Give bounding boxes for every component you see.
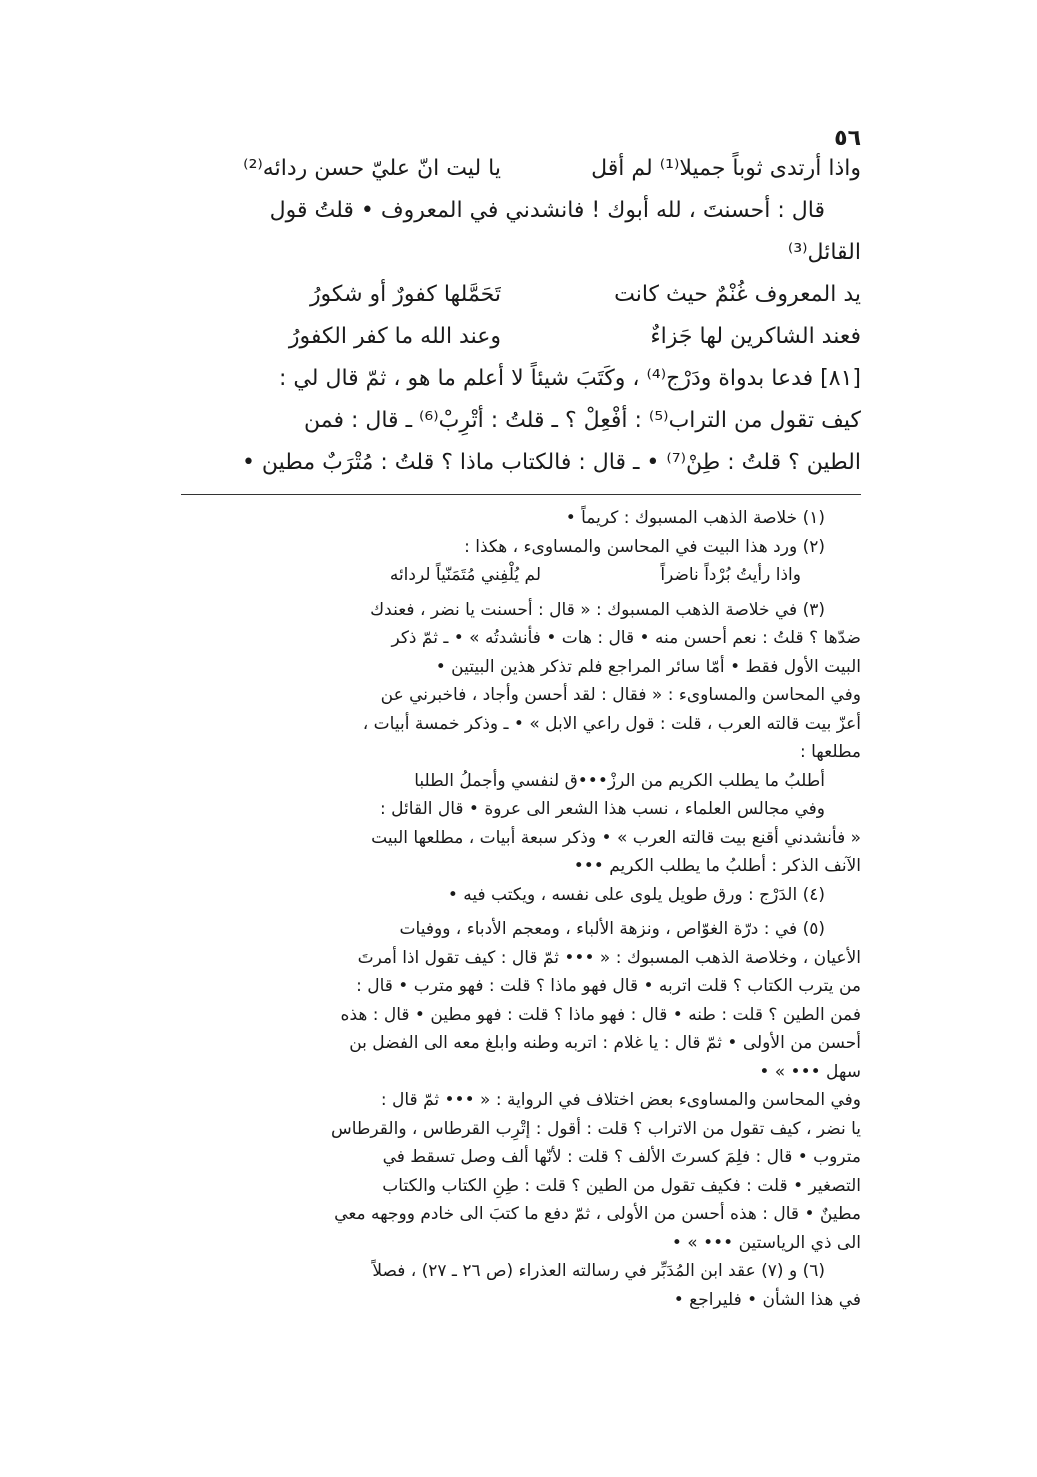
footnote-line: من يترب الكتاب ؟ قلت اتربه • قال فهو ماذا ؟ قلت : فهو مترب • قال : — [356, 976, 861, 996]
footnote-line: (٤) الدَرْج : ورق طويل يلوى على نفسه ، ويكتب فيه • — [447, 884, 825, 905]
footnote-line: وفي المحاسن والمساوىء بعض اختلاف في الرواية : « ••• ثمّ قال : — [380, 1090, 861, 1110]
footnote-line: مطينٌ • قال : هذه أحسن من الأولى ، ثمّ دفع ما كتبَ الى خادم ووجهه معي — [334, 1204, 861, 1224]
verse-second-hemistich: وعند الله ما كفر الكفورُ — [288, 324, 501, 349]
footnote-line: الى ذي الرياستين ••• » • — [671, 1232, 861, 1253]
verse-first-hemistich: فعند الشاكرين لها جَزاءٌ — [650, 324, 861, 349]
verse-line — [161, 274, 861, 316]
main-text — [161, 148, 861, 484]
footnote-line: سهل ••• » • — [759, 1061, 861, 1082]
footnote-line: مطلعها : — [799, 742, 861, 762]
footnote-line: في هذا الشأن • فليراجع • — [673, 1289, 861, 1310]
prose-line: كيف تقول من التراب⁽⁵⁾ : أفْعِلْ ؟ ـ قلتُ : أتْرِبْ⁽⁶⁾ ـ قال : فمن — [303, 408, 861, 433]
verse-line — [161, 148, 861, 190]
footnote-line: أطلبُ ما يطلب الكريم من الرزْ•••ق لنفسي وأجملُ الطلبا — [414, 770, 825, 791]
footnote-line: يا نضر ، كيف تقول من الاتراب ؟ قلت : أقول : إتْرِب القرطاس ، والقرطاس — [330, 1118, 861, 1139]
verse-first-hemistich: واذا أرتدى ثوباً جميلا⁽¹⁾ لم أقل — [591, 156, 861, 181]
footnote-line: (٦) و (٧) عقد ابن المُدَبِّر في رسالته العذراء (ص ٢٦ ـ ٢٧) ، فصلاً — [372, 1261, 825, 1281]
footnote-line: ضدّها ؟ قلتُ : نعم أحسن منه • قال : هات • فأنشدتُه » • ـ ثمّ ذكر — [391, 628, 861, 648]
prose-line: القائل⁽³⁾ — [787, 240, 861, 265]
footnote-line: فمن الطين ؟ قلت : طنه • قال : فهو ماذا ؟ قلت : فهو مطين • قال : هذه — [340, 1004, 861, 1025]
footnote-line: أعزّ بيت قالته العرب ، قلت : قول راعي الابل » • ـ وذكر خمسة أبيات ، — [362, 713, 861, 734]
footnote-line: البيت الأول فقط • أمّا سائر المراجع فلم تذكر هذين البيتين • — [435, 656, 861, 677]
footnote-line: الآنف الذكر : أطلبُ ما يطلب الكريم ••• — [573, 856, 861, 876]
footnote-line: وفي مجالس العلماء ، نسب هذا الشعر الى عروة • قال القائل : — [380, 799, 825, 819]
verse-second-hemistich: لم يُلْفِني مُتَمَنّياً لردائه — [389, 565, 541, 585]
prose-line: قال : أحسنتَ ، لله أبوك ! فانشدني في المعروف • قلتُ قول — [269, 198, 825, 223]
footnote-line: أحسن من الأولى • ثمّ قال : يا غلام : اتربه وطنه وابلغ معه الى الفضل بن — [349, 1033, 861, 1053]
verse-first-hemistich: يد المعروف غُنْمٌ حيث كانت — [614, 282, 861, 307]
page-number: ٥٦ — [834, 126, 861, 151]
footnote-line: التصغير • قلت : فكيف تقول من الطين ؟ قلت : طِنِ الكتاب والكتاب — [382, 1175, 861, 1196]
verse-line — [161, 316, 861, 358]
footnotes — [161, 504, 861, 1314]
verse-first-hemistich: واذا رأيتُ بُرْداً ناضراً — [660, 565, 801, 585]
footnote-line: (٥) في : درّة الغوّاص ، ونزهة الألباء ، ومعجم الأدباء ، ووفيات — [399, 919, 825, 939]
footnote-line: « فأنشدني أقنع بيت قالته العرب » • وذكر سبعة أبيات ، مطلعها البيت — [371, 827, 861, 848]
footnote-line: وفي المحاسن والمساوىء : « فقال : لقد أحسن وأجاد ، فاخبرني عن — [380, 685, 861, 705]
footnote-line: متروب • قال : فلِمَ كسرتَ الألف ؟ قلت : لأنّها ألف وصل تسقط في — [382, 1147, 861, 1167]
verse-second-hemistich: يا ليت انّ عليّ حسن ردائه⁽²⁾ — [243, 156, 501, 181]
prose-line: [٨١] فدعا بدواة ودَرْج⁽⁴⁾ ، وكَتَبَ شيئاً لا أعلم ما هو ، ثمّ قال لي : — [279, 366, 861, 391]
verse-second-hemistich: تَحَمَّلها كفورٌ أو شكورُ — [309, 282, 501, 307]
footnote-line: (١) خلاصة الذهب المسبوك : كريماً • — [565, 508, 825, 528]
prose-line: الطين ؟ قلتُ : طِنْ⁽⁷⁾ • ـ قال : فالكتاب ماذا ؟ قلتُ : مُتْرَبٌ مطين • — [241, 450, 861, 475]
footnote-verse — [161, 561, 861, 590]
footnote-line: الأعيان ، وخلاصة الذهب المسبوك : « ••• ثمّ قال : كيف تقول اذا أمرتَ — [357, 947, 861, 968]
footnote-line: (٣) في خلاصة الذهب المسبوك : « قال : أحسنت يا نضر ، فعندك — [370, 599, 825, 620]
footnote-line: (٢) ورد هذا البيت في المحاسن والمساوىء ، هكذا : — [464, 536, 825, 557]
footnote-separator — [181, 494, 861, 495]
